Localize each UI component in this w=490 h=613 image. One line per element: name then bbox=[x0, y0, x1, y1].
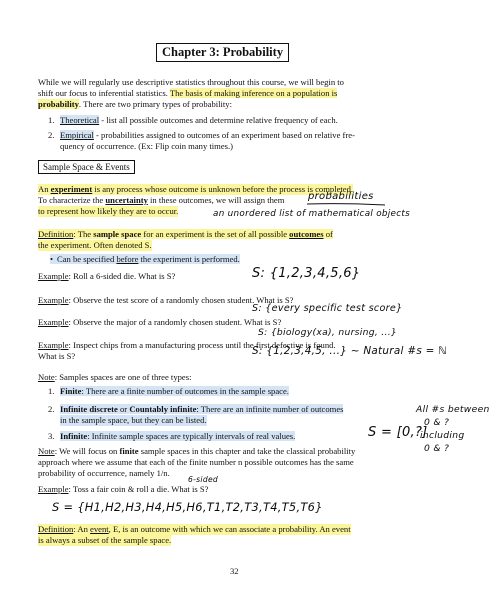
example-label: Example bbox=[38, 295, 69, 305]
term-infinite-item bbox=[60, 431, 295, 441]
page-number: 32 bbox=[230, 566, 239, 576]
intro-line-3 bbox=[38, 99, 232, 110]
intro-line-2b: The basis of making inference on a population is bbox=[169, 88, 338, 98]
intro-line-2 bbox=[38, 88, 337, 99]
text: : We will focus on bbox=[54, 446, 120, 456]
handwritten-major-space: S: {biology(xa), nursing, ...} bbox=[258, 327, 398, 338]
example-text: : Observe the test score of a randomly chosen student. What is S? bbox=[68, 295, 294, 305]
handwritten-sided: 6-sided bbox=[188, 475, 219, 484]
list-number: 2. bbox=[48, 130, 55, 140]
intro-line-1: While we will regularly use descriptive statistics throughout this course, we will begin to bbox=[38, 77, 344, 87]
term-before: before bbox=[116, 254, 139, 264]
handwritten-score-space: S: {every specific test score} bbox=[252, 303, 403, 314]
text: the experiment is performed. bbox=[138, 254, 240, 264]
definition-label: Definition bbox=[38, 524, 74, 534]
experiment-line-1 bbox=[38, 184, 353, 195]
definition-sample-space bbox=[38, 229, 333, 240]
term-countably-infinite: Countably infinite bbox=[129, 404, 197, 414]
handwritten-probabilities: probabilities bbox=[308, 191, 374, 202]
intro-line-3b: . There are two primary types of probability: bbox=[78, 99, 232, 109]
list-number: 1. bbox=[48, 386, 55, 396]
intro-line-2a: shift our focus to inferential statistics. bbox=[38, 88, 168, 98]
term-empirical: Empirical bbox=[60, 130, 94, 140]
text: of bbox=[323, 229, 333, 239]
handwritten-unordered-list: an unordered list of mathematical objects bbox=[213, 209, 411, 219]
text: : There are an infinite number of outcomes bbox=[196, 404, 344, 414]
note-text: : Samples spaces are one of three types: bbox=[54, 372, 192, 382]
term-probability: probability bbox=[38, 99, 79, 109]
note-label: Note bbox=[38, 372, 55, 382]
text: An bbox=[38, 184, 51, 194]
term-sample-space: sample space bbox=[93, 229, 142, 239]
list-number: 3. bbox=[48, 431, 55, 441]
experiment-line-2 bbox=[38, 195, 284, 206]
term-finite: Finite bbox=[60, 386, 82, 396]
chapter-title: Chapter 3: Probability bbox=[156, 43, 289, 62]
handwritten-between-2: 0 & ? bbox=[424, 417, 450, 428]
definition-event-line-2: is always a subset of the sample space. bbox=[38, 535, 172, 545]
definition-event bbox=[38, 524, 351, 535]
term-infinite: Infinite bbox=[60, 431, 88, 441]
note-finite-line-2: approach where we assume that each of the finite number n possible outcomes has the same bbox=[38, 457, 354, 467]
underline-stroke bbox=[306, 202, 386, 206]
type-item-empirical-cont: quency of occurrence. (Ex: Flip coin many times.) bbox=[60, 141, 234, 151]
note-sample-types bbox=[38, 372, 191, 383]
term-discrete-item bbox=[60, 404, 343, 414]
text: To characterize the bbox=[38, 195, 106, 205]
list-number: 1. bbox=[48, 115, 55, 125]
term-event: event bbox=[90, 524, 109, 534]
text: : Infinite sample spaces are typically intervals of real values. bbox=[87, 431, 296, 441]
example-text: : Toss a fair coin & roll a die. What is S? bbox=[68, 484, 209, 494]
text: in these outcomes, we will assign them bbox=[147, 195, 285, 205]
text: : The bbox=[73, 229, 94, 239]
definition-label bbox=[38, 229, 333, 239]
example-text: : Observe the major of a randomly chosen student. What is S? bbox=[68, 317, 282, 327]
text: , E, is an outcome with which we can associate a probability. An event bbox=[108, 524, 351, 534]
space-type-infinite bbox=[48, 431, 295, 442]
text: : An bbox=[73, 524, 91, 534]
handwritten-die-space: S: {1,2,3,4,5,6} bbox=[252, 266, 361, 281]
handwritten-coin-space: S = {H1,H2,H3,H4,H5,H6,T1,T2,T3,T4,T5,T6} bbox=[52, 500, 323, 514]
space-type-discrete-cont: in the sample space, but they can be listed. bbox=[60, 415, 207, 425]
example-text: : Inspect chips from a manufacturing process until the first defective is found. bbox=[68, 340, 336, 350]
term-experiment: experiment bbox=[50, 184, 93, 194]
handwritten-interval-space: S = [0,?] bbox=[368, 425, 428, 440]
handwritten-between-1: All #s between bbox=[416, 404, 490, 415]
section-title: Sample Space & Events bbox=[38, 160, 135, 174]
example-die bbox=[38, 271, 175, 282]
handwritten-between-4: 0 & ? bbox=[424, 443, 450, 454]
type-item-empirical bbox=[48, 130, 355, 141]
definition-line-2: the experiment. Often denoted S. bbox=[38, 240, 152, 250]
example-text: : Roll a 6-sided die. What is S? bbox=[68, 271, 176, 281]
text: sample spaces in this chapter and take the classical probability bbox=[138, 446, 356, 456]
text: or bbox=[117, 404, 130, 414]
example-label: Example bbox=[38, 340, 69, 350]
bullet-text bbox=[50, 254, 240, 264]
text: : There are a finite number of outcomes in the sample space. bbox=[81, 386, 289, 396]
term-uncertainty: uncertainty bbox=[105, 195, 148, 205]
type-item-theoretical bbox=[48, 115, 338, 126]
example-label: Example bbox=[38, 484, 69, 494]
text: is any process whose outcome is unknown before the process is completed. bbox=[92, 184, 354, 194]
example-coin-die bbox=[38, 484, 208, 495]
text: for an experiment is the set of all possible bbox=[141, 229, 290, 239]
note-finite-line-3: probability of occurrence, namely 1/n. bbox=[38, 468, 170, 478]
term-finite-item bbox=[60, 386, 289, 396]
term-finite-bold: finite bbox=[119, 446, 139, 456]
label: Definition bbox=[38, 229, 74, 239]
example-chips-cont: What is S? bbox=[38, 351, 76, 361]
type-text: - probabilities assigned to outcomes of an experiment based on relative fre- bbox=[93, 130, 355, 140]
term-theoretical: Theoretical bbox=[60, 115, 100, 125]
handwritten-between-3: including bbox=[420, 430, 465, 441]
example-major bbox=[38, 317, 281, 328]
example-label: Example bbox=[38, 317, 69, 327]
space-type-finite bbox=[48, 386, 289, 397]
experiment-line-3: to represent how likely they are to occur. bbox=[38, 206, 179, 216]
list-number: 2. bbox=[48, 404, 55, 414]
term-infinite-discrete: Infinite discrete bbox=[60, 404, 118, 414]
example-label: Example bbox=[38, 271, 69, 281]
handwritten-chips-space: S: {1,2,3,4,5, ...} ~ Natural #s = ℕ bbox=[252, 345, 447, 357]
note-label: Note bbox=[38, 446, 55, 456]
space-type-discrete bbox=[48, 404, 343, 415]
definition-bullet bbox=[50, 254, 240, 265]
note-finite bbox=[38, 446, 355, 457]
type-text: - list all possible outcomes and determine relative frequency of each. bbox=[99, 115, 338, 125]
term-outcomes: outcomes bbox=[289, 229, 324, 239]
text: Can be specified bbox=[57, 254, 117, 264]
